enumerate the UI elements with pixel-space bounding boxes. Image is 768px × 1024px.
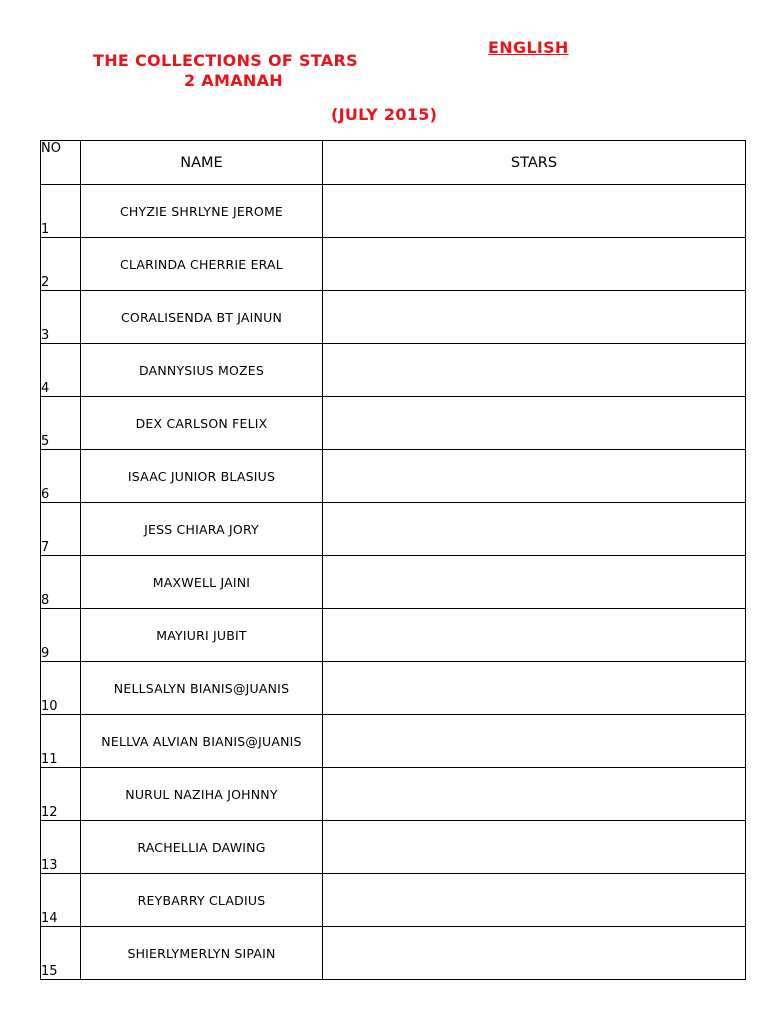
document-title: THE COLLECTIONS OF STARS (93, 51, 358, 70)
student-name: NELLSALYN BIANIS@JUANIS (81, 662, 323, 715)
table-header-row (41, 141, 746, 185)
table-row (41, 874, 746, 927)
class-name: 2 AMANAH (184, 71, 283, 90)
stars-cell (323, 556, 746, 609)
stars-cell (323, 397, 746, 450)
row-number: 10 (41, 662, 81, 715)
subject-label: ENGLISH (488, 38, 569, 57)
stars-cell (323, 503, 746, 556)
student-name: NURUL NAZIHA JOHNNY (81, 768, 323, 821)
student-name: CHYZIE SHRLYNE JEROME (81, 185, 323, 238)
student-name: JESS CHIARA JORY (81, 503, 323, 556)
row-number: 6 (41, 450, 81, 503)
student-name: SHIERLYMERLYN SIPAIN (81, 927, 323, 980)
table-row (41, 927, 746, 980)
table-row (41, 821, 746, 874)
table-row (41, 503, 746, 556)
table-row (41, 450, 746, 503)
stars-cell (323, 185, 746, 238)
row-number: 2 (41, 238, 81, 291)
stars-cell (323, 821, 746, 874)
stars-cell (323, 609, 746, 662)
table-row (41, 556, 746, 609)
student-name: CORALISENDA BT JAINUN (81, 291, 323, 344)
table-row (41, 715, 746, 768)
student-name: RACHELLIA DAWING (81, 821, 323, 874)
stars-cell (323, 874, 746, 927)
stars-cell (323, 715, 746, 768)
student-name: ISAAC JUNIOR BLASIUS (81, 450, 323, 503)
stars-cell (323, 927, 746, 980)
row-number: 9 (41, 609, 81, 662)
column-header-name: NAME (81, 141, 323, 185)
row-number: 7 (41, 503, 81, 556)
stars-cell (323, 768, 746, 821)
table-row (41, 344, 746, 397)
stars-cell (323, 344, 746, 397)
stars-cell (323, 450, 746, 503)
student-name: DANNYSIUS MOZES (81, 344, 323, 397)
student-name: REYBARRY CLADIUS (81, 874, 323, 927)
student-name: DEX CARLSON FELIX (81, 397, 323, 450)
column-header-no: NO (41, 141, 81, 185)
row-number: 4 (41, 344, 81, 397)
row-number: 8 (41, 556, 81, 609)
student-name: NELLVA ALVIAN BIANIS@JUANIS (81, 715, 323, 768)
table-row (41, 291, 746, 344)
table-row (41, 768, 746, 821)
table-row (41, 609, 746, 662)
table-row (41, 397, 746, 450)
row-number: 1 (41, 185, 81, 238)
row-number: 12 (41, 768, 81, 821)
roster-table (40, 140, 746, 980)
row-number: 14 (41, 874, 81, 927)
table-row (41, 185, 746, 238)
row-number: 5 (41, 397, 81, 450)
stars-cell (323, 238, 746, 291)
row-number: 3 (41, 291, 81, 344)
table-row (41, 662, 746, 715)
student-name: CLARINDA CHERRIE ERAL (81, 238, 323, 291)
stars-cell (323, 291, 746, 344)
date-label: (JULY 2015) (331, 105, 438, 124)
row-number: 15 (41, 927, 81, 980)
column-header-stars: STARS (323, 141, 746, 185)
row-number: 11 (41, 715, 81, 768)
stars-cell (323, 662, 746, 715)
student-name: MAYIURI JUBIT (81, 609, 323, 662)
table-body (41, 185, 746, 980)
student-name: MAXWELL JAINI (81, 556, 323, 609)
table-row (41, 238, 746, 291)
row-number: 13 (41, 821, 81, 874)
